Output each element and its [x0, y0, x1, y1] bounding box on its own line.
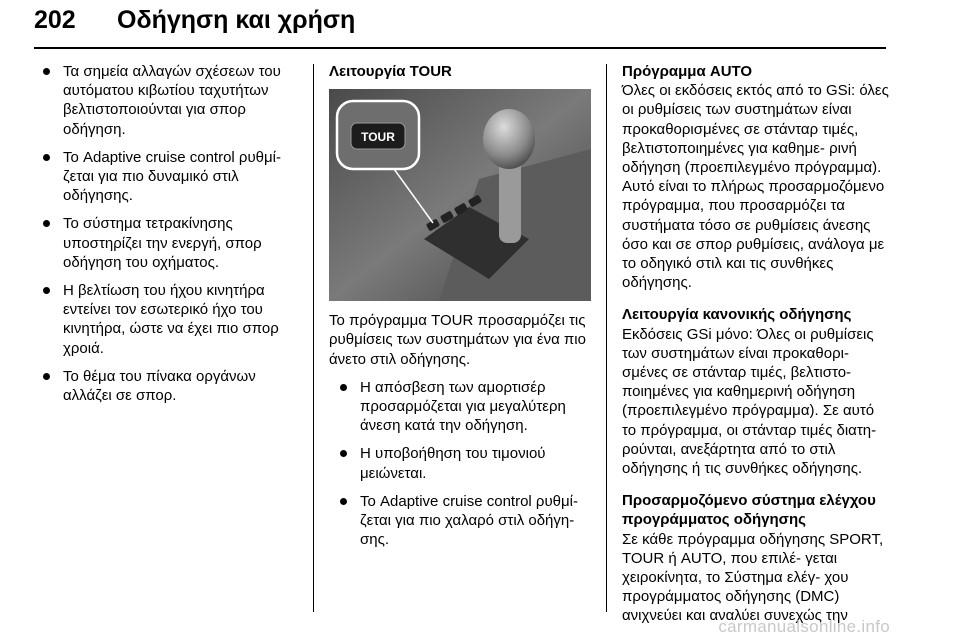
- tour-paragraph: Το πρόγραμμα TOUR προσαρμόζει τις ρυθμίσεις των συστημάτων για ένα πιο άνετο στιλ οδήγησης.: [329, 312, 586, 368]
- list-item: Η βελτίωση του ήχου κινητήρα εντείνει τον εσωτερικό ήχο του κινητήρα, ώστε να έχει πιο σπορ χροιά.: [40, 281, 302, 358]
- auto-text: Όλες οι εκδόσεις εκτός από το GSi: όλες οι ρυθμίσεις των συστημάτων είναι προκαθορισμένες σε στάνταρ τιμές, βελτιστοποιημένες για καθημε- ρινή οδήγηση (προεπιλεγμένο πρόγραμμα). Αυτό είναι το πλήρως προσαρμοζόμενο πρόγραμμα, που προσαρμόζει τα συστήματα τόσο σε ρυθμίσεις άνεσης όσο και σε σπορ ρυθμίσεις, ανάλογα με το οδηγικό στιλ και τις συνθήκες οδήγησης.: [622, 82, 889, 292]
- column-divider: [606, 64, 607, 612]
- tour-button-label: TOUR: [361, 130, 395, 145]
- normal-mode-heading: Λειτουργία κανονικής οδήγησης: [622, 306, 852, 324]
- chapter-title: Οδήγηση και χρήση: [117, 6, 356, 34]
- list-item: Το σύστημα τετρακίνησης υποστηρίζει την ενεργή, σπορ οδήγηση του οχήματος.: [40, 214, 302, 272]
- right-column: [622, 62, 890, 626]
- list-item: Το Adaptive cruise control ρυθμί- ζεται για πιο δυναμικό στιλ οδήγησης.: [40, 148, 302, 206]
- tour-bullet-list: [329, 378, 593, 550]
- middle-column: [329, 62, 593, 558]
- tour-heading: Λειτουργία TOUR: [329, 63, 452, 80]
- list-item: Η απόσβεση των αμορτισέρ προσαρμόζεται για μεγαλύτερη άνεση κατά την οδήγηση.: [337, 378, 593, 436]
- gear-selector-photo: [329, 89, 591, 301]
- shifter-knob: [483, 109, 535, 169]
- list-item: Τα σημεία αλλαγών σχέσεων του αυτόματου κιβωτίου ταχυτήτων βελτιστοποιούνται για σπορ οδήγηση.: [40, 62, 302, 139]
- normal-mode-text: Εκδόσεις GSi μόνο: Όλες οι ρυθμίσεις των συστημάτων είναι προκαθορι- σμένες σε στάνταρ τιμές, βελτιστο- ποιημένες για καθημερινή οδήγηση (προεπιλεγμένο πρόγραμμα). Σε αυτό το πρόγραμμα, οι στάνταρ τιμές διατη- ρούνται, ανεξάρτητα από το στιλ οδήγησης ή τις συνθήκες οδήγησης.: [622, 325, 877, 478]
- list-item: Η υποβοήθηση του τιμονιού μειώνεται.: [337, 444, 593, 482]
- left-bullet-list: [40, 62, 302, 405]
- dmc-heading: Προσαρμοζόμενο σύστημα ελέγχου προγράμματος οδήγησης: [622, 492, 876, 529]
- dmc-text: Σε κάθε πρόγραμμα οδήγησης SPORT, TOUR ή AUTO, που επιλέ- γεται χειροκίνητα, το Σύστημα ελέγ- χου προγράμματος οδήγησης (DMC) ανιχνεύει και αναλύει συνεχώς την: [622, 530, 884, 625]
- list-item: Το Adaptive cruise control ρυθμί- ζεται για πιο χαλαρό στιλ οδήγη- σης.: [337, 492, 593, 550]
- header-rule: [34, 47, 886, 49]
- watermark: carmanualsonline.info: [718, 617, 890, 636]
- left-column: [40, 62, 302, 414]
- page-number: 202: [34, 6, 76, 34]
- column-divider: [313, 64, 314, 612]
- list-item: Το θέμα του πίνακα οργάνων αλλάζει σε σπορ.: [40, 367, 302, 405]
- auto-heading: Πρόγραμμα AUTO: [622, 63, 753, 80]
- page-header: [34, 4, 886, 50]
